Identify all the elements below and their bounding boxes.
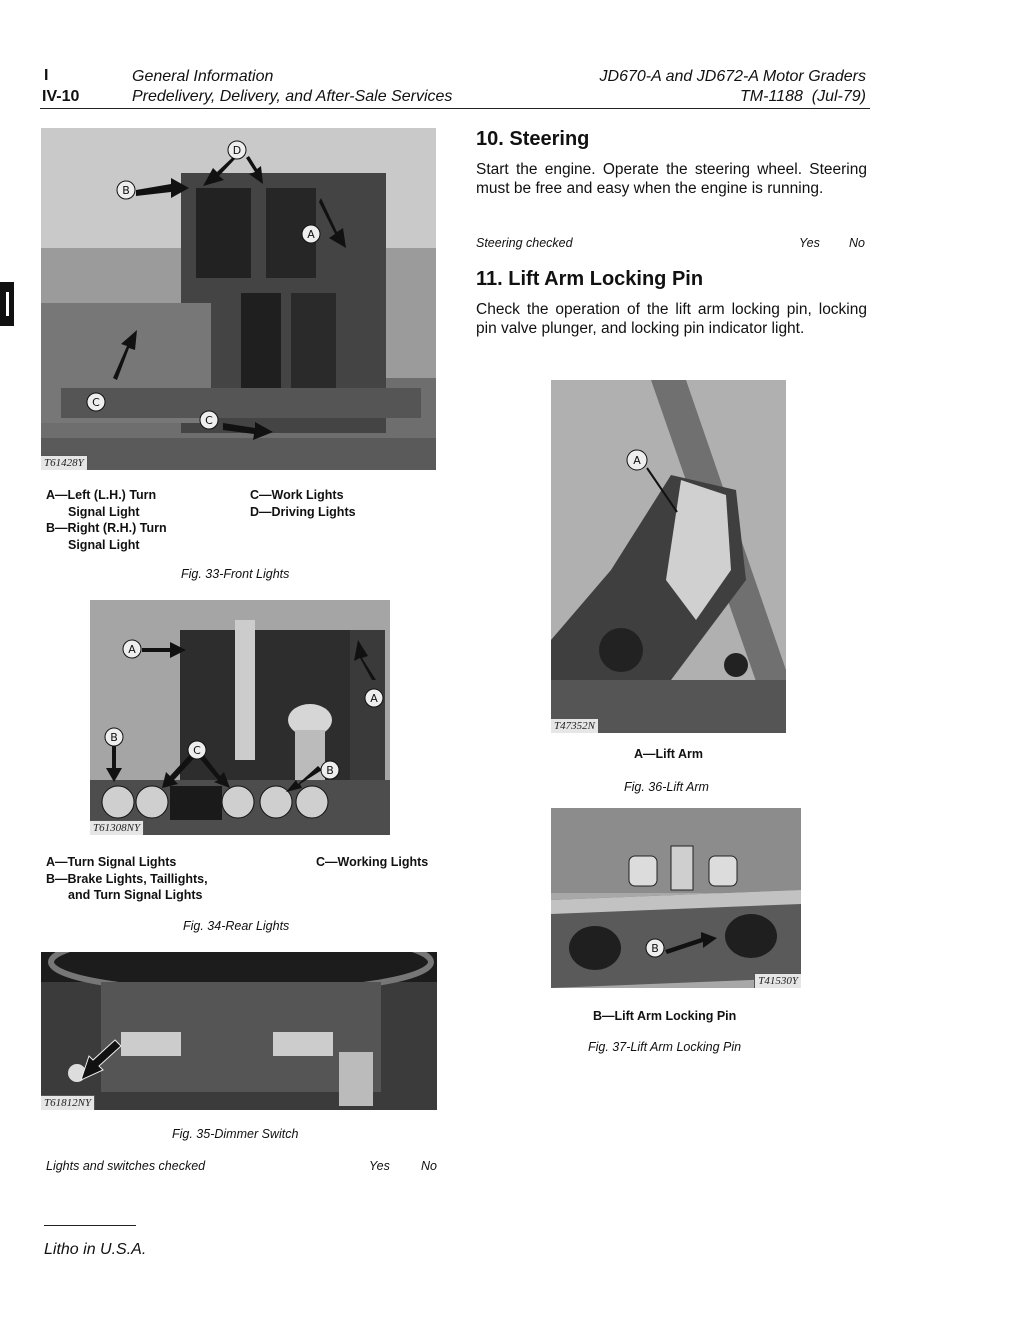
steering-title: 10. Steering [476,128,590,150]
section-tab-marker [0,282,14,326]
rear-lights-illustration [90,600,390,835]
locking-pin-photo [551,808,801,988]
fig33-legend-right: C—Work Lights D—Driving Lights [250,488,356,519]
callout-c: C [193,744,201,757]
callout-a-right: A [370,692,378,705]
fig34-legend-left: A—Turn Signal Lights B—Brake Lights, Taillights, and Turn Signal Lights [46,855,208,902]
fig34-legend-right: C—Working Lights [316,855,429,869]
lights-check-yes[interactable]: Yes [369,1159,390,1173]
header-manual: TM-1188 (Jul-79) [740,88,866,105]
callout-a: A [633,454,641,467]
lift-pin-body: Check the operation of the lift arm locking pin, locking pin valve plunger, and locking pin indicator light. [476,301,867,337]
lift-arm-photo [551,380,786,733]
lights-check-label: Lights and switches checked [46,1159,206,1173]
steering-check-yes[interactable]: Yes [799,236,820,250]
fig33-legend-left: A—Left (L.H.) Turn Signal Light B—Right (R.H.) Turn Signal Light [46,488,167,552]
callout-b: B [651,942,659,955]
header-rule [40,108,870,109]
fig33-caption: Fig. 33-Front Lights [181,567,290,581]
dimmer-switch-photo [41,952,437,1110]
fig34-caption: Fig. 34-Rear Lights [183,919,290,933]
steering-check-no[interactable]: No [849,236,865,250]
front-lights-illustration [41,128,436,470]
callout-c-left: C [92,396,100,409]
lift-arm-illustration [551,380,786,733]
callout-b-right: B [326,764,334,777]
fig36-caption: Fig. 36-Lift Arm [624,780,709,794]
callout-d: D [232,144,242,157]
photo-id: T61812NY [41,1095,95,1110]
rear-lights-photo [90,600,390,835]
header-category: General Information [132,68,274,85]
callout-a: A [307,228,315,241]
callout-c-right: C [205,414,213,427]
footer-litho: Litho in U.S.A. [44,1241,147,1258]
front-lights-photo [41,128,436,470]
fig36-legend: A—Lift Arm [634,747,703,761]
callout-b: B [122,184,130,197]
steering-body: Start the engine. Operate the steering wheel. Steering must be free and easy when the engine is running. [476,161,867,197]
section-number: I [44,67,49,84]
photo-id: T41530Y [754,973,801,988]
photo-id: T61428Y [41,455,88,470]
photo-id: T47352N [551,718,599,733]
callout-a-left: A [128,643,136,656]
lift-pin-title: 11. Lift Arm Locking Pin [476,268,704,290]
page-number: IV-10 [42,88,80,105]
dimmer-switch-illustration [41,952,437,1110]
steering-check-label: Steering checked [476,236,573,250]
locking-pin-illustration [551,808,801,988]
fig37-legend: B—Lift Arm Locking Pin [593,1009,737,1023]
header-model: JD670-A and JD672-A Motor Graders [599,68,866,85]
fig35-caption: Fig. 35-Dimmer Switch [172,1127,299,1141]
fig37-caption: Fig. 37-Lift Arm Locking Pin [588,1040,742,1054]
header-subcategory: Predelivery, Delivery, and After-Sale Services [132,88,453,105]
lights-check-no[interactable]: No [421,1159,437,1173]
photo-id: T61308NY [90,820,144,835]
callout-b-left: B [110,731,118,744]
footer-rule [44,1225,136,1226]
